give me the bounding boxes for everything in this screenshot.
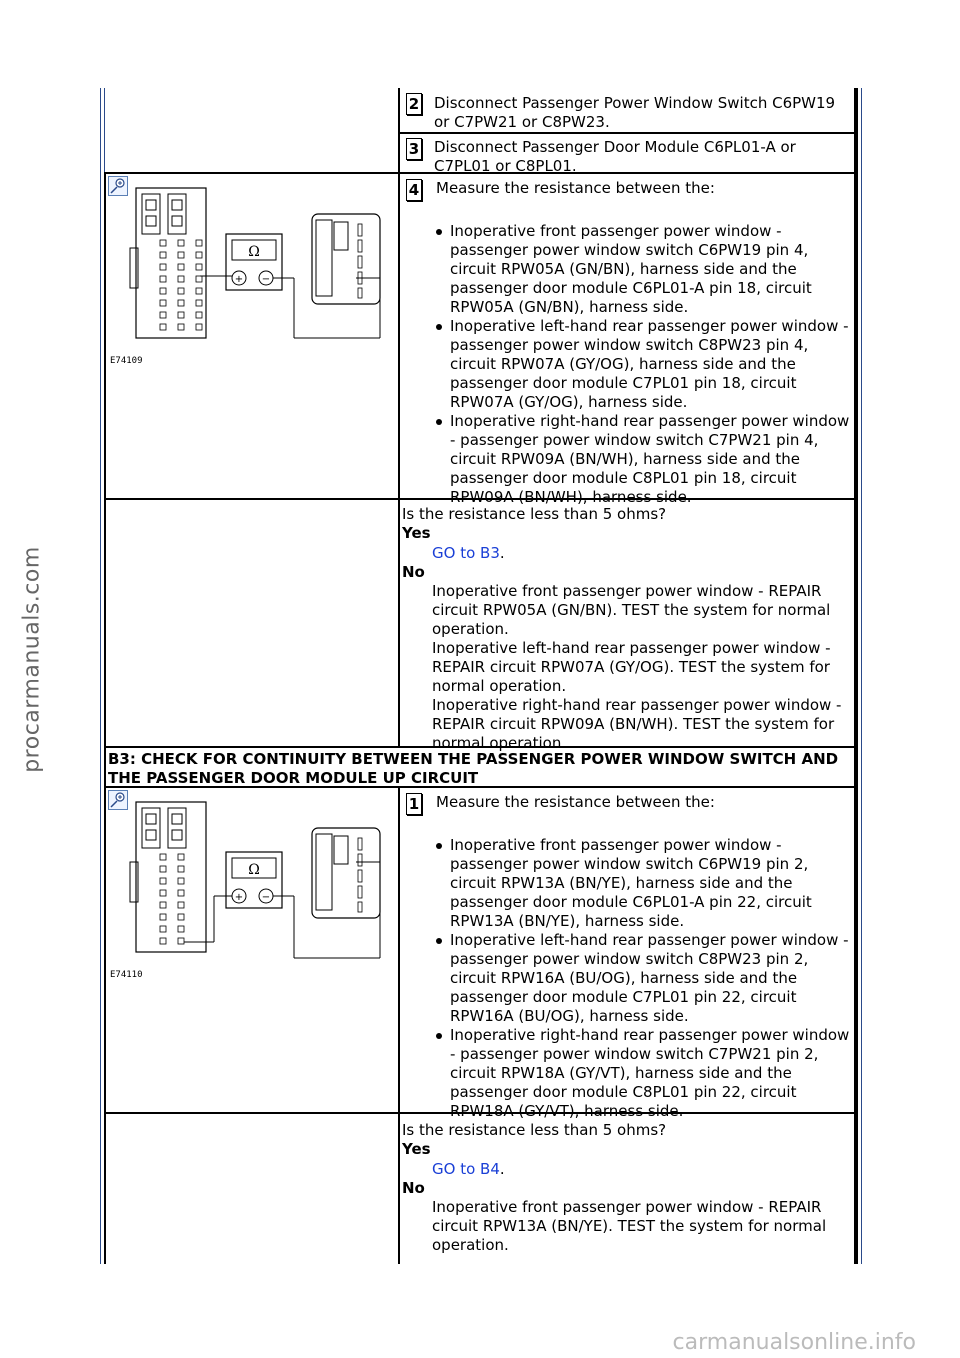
svg-text:+: + xyxy=(234,274,244,285)
yes-action: GO to B4. xyxy=(432,1160,505,1178)
yes-action: GO to B3. xyxy=(432,544,505,562)
step4-image-cell xyxy=(106,174,400,498)
list-item: Inoperative right-hand rear passenger power window - passenger power window switch C7PW21 pin 2, circuit RPW18A (GY/VT), harness side and the passenger door module C8PL01 pin 22, circuit RPW18A (GY/VT), harness side. xyxy=(432,1026,852,1121)
no-label: No xyxy=(402,1179,425,1197)
measurement-list xyxy=(432,222,852,507)
go-to-b4-link[interactable]: GO to B4 xyxy=(432,1160,500,1178)
no-action xyxy=(432,1198,856,1255)
list-item: Inoperative front passenger power window - passenger power window switch C6PW19 pin 4, circuit RPW05A (GN/BN), harness side and the passenger door module C6PL01-A pin 18, circuit RPW05A (GN/BN), harness side. xyxy=(432,222,852,317)
svg-text:−: − xyxy=(261,274,271,285)
list-item: Inoperative left-hand rear passenger power window - passenger power window switch C8PW23 pin 2, circuit RPW16A (BU/OG), harness side and the passenger door module C7PL01 pin 22, circuit RPW16A (BU/OG), harness side. xyxy=(432,931,852,1026)
step-number-badge: 1 xyxy=(406,793,422,815)
step-text: Disconnect Passenger Power Window Switch C6PW19 or C7PW21 or C8PW23. xyxy=(434,94,836,131)
step-heading: Measure the resistance between the: xyxy=(436,793,715,811)
question-text: Is the resistance less than 5 ohms? xyxy=(402,1121,667,1139)
step1-image-cell xyxy=(106,788,400,1112)
repair-paragraph: Inoperative front passenger power window - REPAIR circuit RPW13A (BN/YE). TEST the system for normal operation. xyxy=(432,1198,827,1254)
svg-text:+: + xyxy=(234,892,244,903)
svg-text:Ω: Ω xyxy=(248,244,260,260)
step-number-badge: 2 xyxy=(406,93,422,115)
question-text: Is the resistance less than 5 ohms? xyxy=(402,505,667,523)
image-label: E74109 xyxy=(110,356,143,366)
wiring-diagram-illustration xyxy=(106,178,396,378)
step4-row xyxy=(104,172,856,506)
step-number-badge: 4 xyxy=(406,179,422,201)
step-text: Disconnect Passenger Door Module C6PL01-A or C7PL01 or C8PL01. xyxy=(434,138,796,175)
section-header-b3 xyxy=(104,746,856,788)
question2-row xyxy=(104,1112,856,1264)
step3-row xyxy=(398,132,856,174)
list-item: Inoperative left-hand rear passenger power window - passenger power window switch C8PW23 pin 4, circuit RPW07A (GY/OG), harness side and the passenger door module C7PL01 pin 18, circuit RPW07A (GY/OG), harness side. xyxy=(432,317,852,412)
repair-paragraph: Inoperative right-hand rear passenger power window - REPAIR circuit RPW09A (BN/WH). TEST the system for normal operation. xyxy=(432,696,842,752)
step-heading: Measure the resistance between the: xyxy=(436,179,715,197)
frame-line-right-outer xyxy=(861,88,862,1264)
image-label: E74110 xyxy=(110,970,143,980)
repair-paragraph: Inoperative left-hand rear passenger power window - REPAIR circuit RPW07A (GY/OG). TEST the system for normal operation. xyxy=(432,639,831,695)
yes-label: Yes xyxy=(402,1140,431,1158)
side-watermark: procarmanuals.com xyxy=(19,546,45,773)
yes-label: Yes xyxy=(402,524,431,542)
wiring-diagram-illustration xyxy=(106,792,396,992)
step1-row xyxy=(104,786,856,1120)
no-label: No xyxy=(402,563,425,581)
frame-line-left-outer xyxy=(100,88,101,1264)
question1-row xyxy=(104,498,856,752)
step2-row xyxy=(398,88,856,134)
go-to-b3-link[interactable]: GO to B3 xyxy=(432,544,500,562)
svg-text:Ω: Ω xyxy=(248,862,260,878)
svg-text:−: − xyxy=(261,892,271,903)
section-title: B3: CHECK FOR CONTINUITY BETWEEN THE PASSENGER POWER WINDOW SWITCH AND THE PASSENGER DOOR MODULE UP CIRCUIT xyxy=(108,750,839,787)
no-action xyxy=(432,582,856,753)
step-number-badge: 3 xyxy=(406,138,422,160)
measurement-list xyxy=(432,836,852,1121)
list-item: Inoperative right-hand rear passenger power window - passenger power window switch C7PW21 pin 4, circuit RPW09A (BN/WH), harness side and the passenger door module C8PL01 pin 18, circuit RPW09A (BN/WH), harness side. xyxy=(432,412,852,507)
empty-cell xyxy=(106,1114,400,1264)
footer-watermark: carmanualsonline.info xyxy=(672,1330,916,1355)
empty-cell xyxy=(106,500,400,746)
repair-paragraph: Inoperative front passenger power window - REPAIR circuit RPW05A (GN/BN). TEST the system for normal operation. xyxy=(432,582,831,638)
list-item: Inoperative front passenger power window - passenger power window switch C6PW19 pin 2, circuit RPW13A (BN/YE), harness side and the passenger door module C6PL01-A pin 22, circuit RPW13A (BN/YE), harness side. xyxy=(432,836,852,931)
